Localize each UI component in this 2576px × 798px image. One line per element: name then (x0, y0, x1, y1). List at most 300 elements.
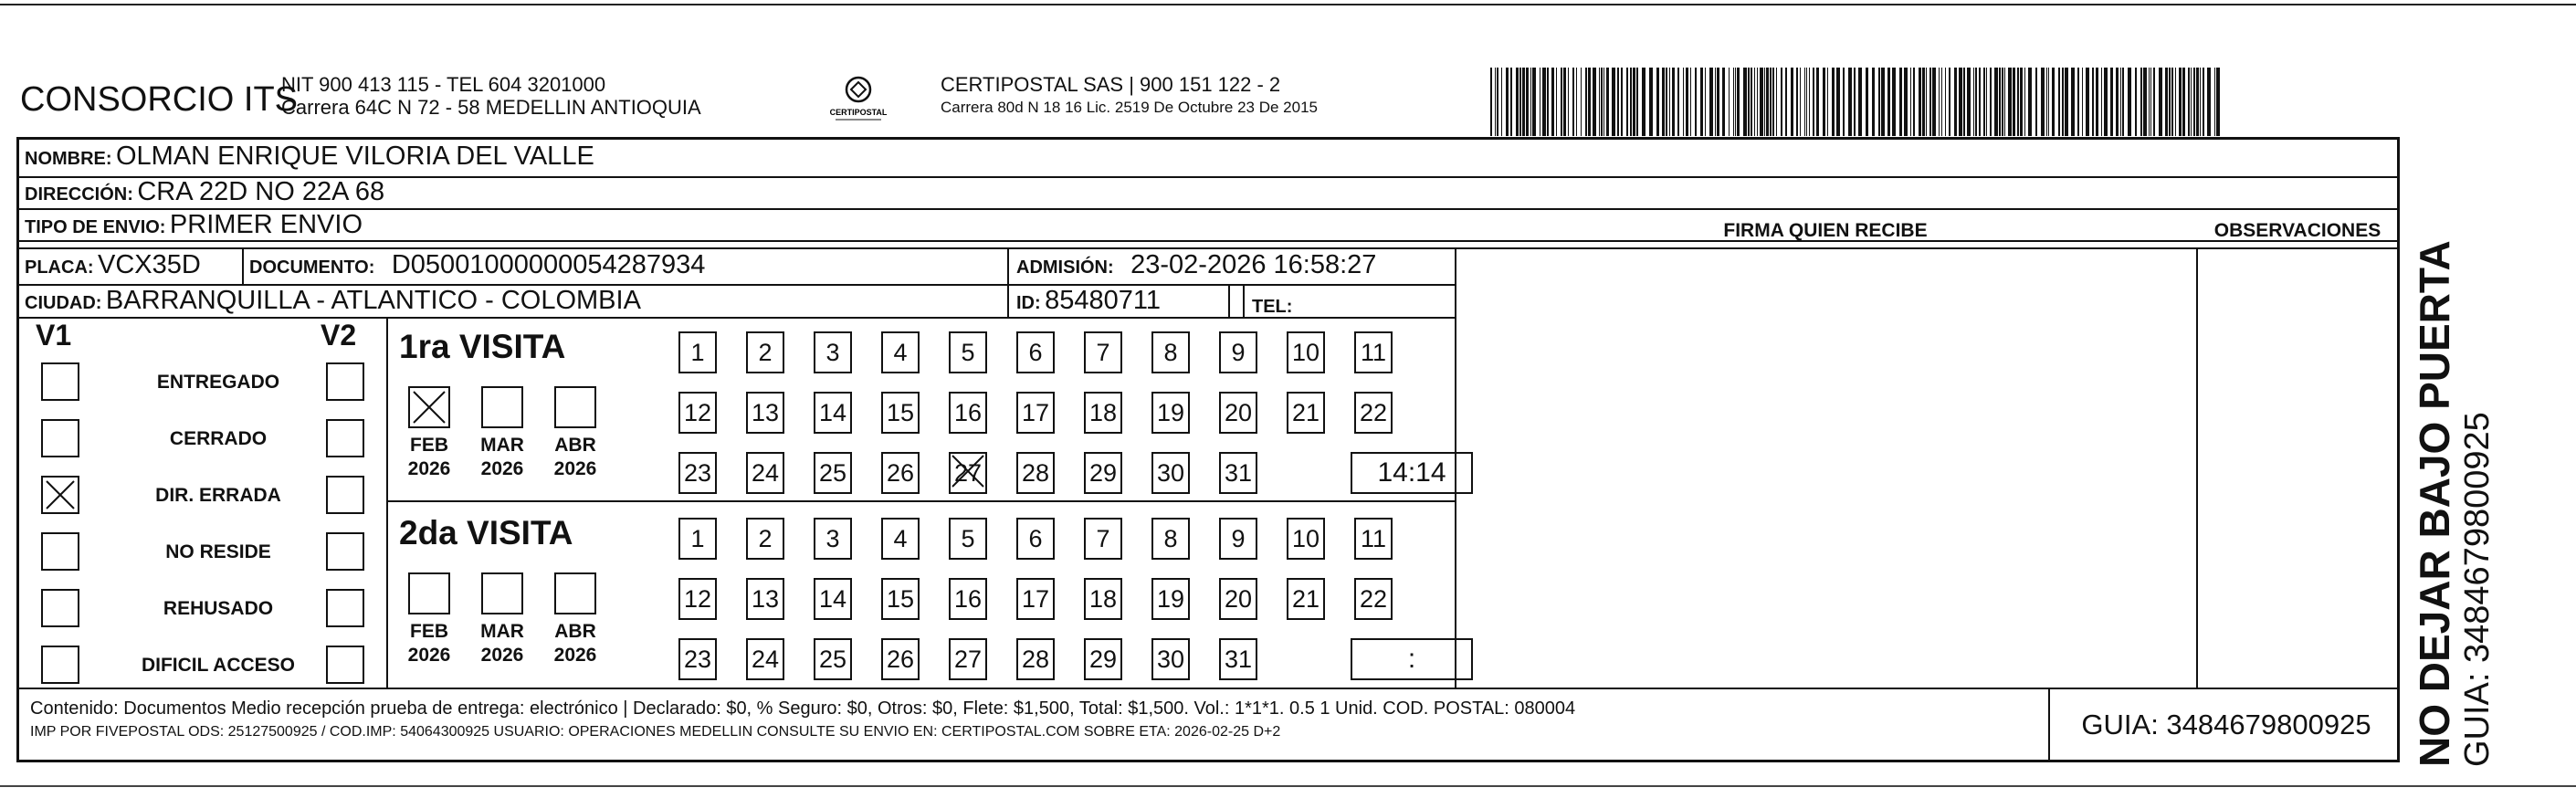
barcode-bar (1630, 68, 1632, 136)
day-box[interactable]: 6 (1016, 331, 1055, 373)
day-box[interactable]: 19 (1151, 392, 1190, 434)
barcode-bar (2058, 68, 2060, 136)
barcode-bar (2004, 68, 2005, 136)
placa-value: VCX35D (98, 250, 201, 279)
barcode-bar (1490, 68, 1492, 136)
day-box[interactable]: 12 (678, 578, 717, 620)
day-box[interactable]: 24 (746, 452, 784, 494)
barcode-bar (1945, 68, 1946, 136)
tipo-envio-value: PRIMER ENVIO (169, 210, 363, 239)
month-label (402, 434, 457, 481)
barcode-bar (1813, 68, 1814, 136)
day-box[interactable]: 22 (1354, 578, 1393, 620)
visita-divider (386, 500, 1455, 502)
barcode-bar (1709, 68, 1713, 136)
day-box[interactable]: 18 (1084, 392, 1122, 434)
barcode-bar (1526, 68, 1529, 136)
day-box[interactable]: 17 (1016, 392, 1055, 434)
status-v1-checkbox[interactable] (41, 476, 79, 514)
month-name: FEB (410, 435, 448, 456)
admision-field (1016, 250, 1376, 280)
barcode-bar (1729, 68, 1730, 136)
day-box[interactable]: 7 (1084, 518, 1122, 560)
day-box[interactable]: 29 (1084, 452, 1122, 494)
barcode-bar (1563, 68, 1566, 136)
barcode-bar (2182, 68, 2185, 136)
placa-field (25, 250, 201, 280)
day-box[interactable]: 9 (1219, 331, 1257, 373)
tipo-envio-label: TIPO DE ENVIO: (25, 217, 166, 237)
admision-label: ADMISIÓN: (1016, 257, 1114, 278)
day-box[interactable]: 23 (678, 452, 717, 494)
status-label: ENTREGADO (156, 372, 280, 393)
documento-value: D05001000000054287934 (391, 250, 706, 279)
v2-header: V2 (321, 319, 357, 352)
barcode-bar (1572, 68, 1574, 136)
row-divider (19, 247, 1455, 249)
barcode-bar (1878, 68, 1880, 136)
day-box[interactable]: 9 (1219, 518, 1257, 560)
status-v2-checkbox[interactable] (326, 589, 364, 627)
day-box[interactable]: 16 (949, 578, 987, 620)
impresion-line: IMP POR FIVEPOSTAL ODS: 25127500925 / COD.IMP: 54064300925 USUARIO: OPERACIONES MEDELLIN CONSULTE SU ENVIO EN: CERTIPOSTAL.COM SOBRE ETA: 2026-02-25 D+2 (30, 724, 1281, 740)
barcode-bar (1919, 68, 1921, 136)
barcode-bar (1832, 68, 1835, 136)
id-field (1016, 286, 1161, 316)
status-label: CERRADO (169, 428, 268, 449)
barcode-bar (2086, 68, 2089, 136)
barcode-bar (1785, 68, 1787, 136)
barcode-bar (2002, 68, 2003, 136)
id-value: 85480711 (1045, 286, 1161, 315)
day-box[interactable]: 19 (1151, 578, 1190, 620)
bottom-border-line (0, 785, 2576, 787)
month-name: FEB (410, 621, 448, 642)
day-box[interactable]: 26 (881, 452, 920, 494)
observaciones-area[interactable] (2198, 249, 2397, 686)
col-divider (1243, 284, 1245, 317)
status-v2-checkbox[interactable] (326, 646, 364, 684)
day-box[interactable]: 5 (949, 331, 987, 373)
day-box[interactable]: 15 (881, 578, 920, 620)
day-box[interactable]: 8 (1151, 518, 1190, 560)
barcode-bar (1686, 68, 1688, 136)
barcode-bar (2216, 68, 2220, 136)
barcode-bar (1776, 68, 1777, 136)
nombre-value: OLMAN ENRIQUE VILORIA DEL VALLE (116, 142, 594, 171)
barcode-bar (2110, 68, 2113, 136)
barcode-bar (1669, 68, 1670, 136)
day-box[interactable]: 1 (678, 331, 717, 373)
barcode-bar (1636, 68, 1638, 136)
status-v1-checkbox[interactable] (41, 646, 79, 684)
v1-header: V1 (36, 319, 72, 352)
month-label (475, 434, 530, 481)
barcode-bar (2165, 68, 2168, 136)
barcode-bar (2101, 68, 2102, 136)
barcode-bar (2028, 68, 2032, 136)
barcode-bar (1881, 68, 1885, 136)
status-v1-checkbox[interactable] (41, 362, 79, 401)
barcode-bar (1760, 68, 1763, 136)
barcode-bar (2203, 68, 2204, 136)
barcode-bar (1588, 68, 1591, 136)
barcode-bar (1666, 68, 1667, 136)
barcode-bar (1715, 68, 1716, 136)
certipostal-info (941, 73, 1318, 119)
month-checkbox[interactable] (408, 572, 450, 614)
side-vertical-text (2411, 240, 2497, 767)
day-box[interactable]: 18 (1084, 578, 1122, 620)
barcode-bar (2191, 68, 2192, 136)
day-box[interactable]: 11 (1354, 331, 1393, 373)
day-box[interactable]: 10 (1287, 518, 1325, 560)
documento-label: DOCUMENTO: (249, 257, 375, 278)
barcode-bar (1735, 68, 1736, 136)
barcode-bar (1606, 68, 1609, 136)
barcode-bar (1581, 68, 1582, 136)
month-year: 2026 (553, 458, 597, 479)
barcode-bar (1827, 68, 1828, 136)
status-v1-checkbox[interactable] (41, 532, 79, 571)
barcode-bar (1601, 68, 1603, 136)
barcode-bar (1495, 68, 1496, 136)
barcode-bar (1967, 68, 1971, 136)
barcode-bar (1990, 68, 1992, 136)
visita1-title: 1ra VISITA (399, 328, 566, 365)
barcode-bar (1642, 68, 1645, 136)
barcode-bar (1743, 68, 1747, 136)
barcode-bar (2092, 68, 2094, 136)
row-divider (19, 208, 2397, 210)
firma-area[interactable] (1456, 249, 2194, 686)
barcode-bar (1585, 68, 1587, 136)
barcode-bar (2096, 68, 2098, 136)
month-label (548, 434, 603, 481)
barcode-bar (2062, 68, 2064, 136)
day-box[interactable]: 30 (1151, 452, 1190, 494)
barcode-bar (1683, 68, 1684, 136)
barcode-bar (1717, 68, 1719, 136)
barcode-bar (1858, 68, 1862, 136)
barcode-bar (1979, 68, 1981, 136)
barcode-bar (2071, 68, 2075, 136)
barcode-bar (1556, 68, 1557, 136)
day-mark (949, 452, 987, 495)
barcode-bar (1816, 68, 1819, 136)
barcode-bar (1754, 68, 1755, 136)
barcode-bar (2065, 68, 2068, 136)
status-label: REHUSADO (163, 598, 274, 619)
month-year: 2026 (407, 458, 451, 479)
day-box[interactable]: 30 (1151, 638, 1190, 680)
barcode-bar (1843, 68, 1845, 136)
barcode-bar (2140, 68, 2142, 136)
barcode-bar (1796, 68, 1798, 136)
month-checkbox[interactable] (408, 386, 450, 428)
day-box[interactable]: 16 (949, 392, 987, 434)
company-name: CONSORCIO ITS (20, 80, 299, 119)
day-box[interactable]: 20 (1219, 392, 1257, 434)
tipo-envio-field (25, 210, 363, 240)
ciudad-value: BARRANQUILLA - ATLANTICO - COLOMBIA (105, 286, 641, 315)
month-name: MAR (480, 435, 524, 456)
tel-field (1252, 289, 1292, 320)
barcode-bar (1705, 68, 1706, 136)
month-checkbox[interactable] (481, 572, 523, 614)
firma-header: FIRMA QUIEN RECIBE (1723, 220, 1928, 241)
day-box[interactable]: 27 (949, 638, 987, 680)
col-divider (1228, 284, 1230, 317)
company-nit: NIT 900 413 115 - TEL 604 3201000 (281, 73, 606, 96)
barcode-bar (1904, 68, 1908, 136)
ciudad-label: CIUDAD: (25, 293, 102, 313)
barcode-bar (2046, 68, 2047, 136)
day-box[interactable]: 25 (814, 452, 852, 494)
day-box[interactable]: 28 (1016, 452, 1055, 494)
day-box[interactable]: 14 (814, 392, 852, 434)
day-box[interactable]: 14 (814, 578, 852, 620)
barcode-bar (1532, 68, 1536, 136)
barcode (1490, 68, 2223, 136)
barcode-bar (1932, 68, 1936, 136)
barcode-bar (1633, 68, 1635, 136)
barcode-bar (1599, 68, 1600, 136)
barcode-bar (1522, 68, 1525, 136)
contenido-line: Contenido: Documentos Medio recepción prueba de entrega: electrónico | Declarado: $0, % Seguro: $0, Otros: $0, Flete: $1,500, Total: $1,500. Vol.: 1*1*1. 0.5 1 Unid. COD. POSTAL: 080004 (30, 698, 1576, 719)
status-label: NO RESIDE (165, 541, 271, 562)
time-box[interactable]: 14:14 (1351, 452, 1473, 494)
barcode-bar (1568, 68, 1569, 136)
day-box[interactable]: 12 (678, 392, 717, 434)
barcode-bar (1848, 68, 1852, 136)
status-v1-checkbox[interactable] (41, 589, 79, 627)
day-box[interactable]: 6 (1016, 518, 1055, 560)
barcode-bar (1872, 68, 1875, 136)
barcode-bar (1530, 68, 1531, 136)
barcode-bar (1892, 68, 1896, 136)
nombre-label: NOMBRE: (25, 149, 112, 169)
barcode-bar (1506, 68, 1509, 136)
barcode-bar (1733, 68, 1734, 136)
barcode-bar (1804, 68, 1805, 136)
day-box[interactable]: 15 (881, 392, 920, 434)
barcode-bar (1963, 68, 1965, 136)
certipostal-nit: CERTIPOSTAL SAS | 900 151 122 - 2 (941, 73, 1281, 96)
day-box[interactable]: 8 (1151, 331, 1190, 373)
day-box[interactable]: 21 (1287, 578, 1325, 620)
barcode-bar (1593, 68, 1596, 136)
status-label: DIFICIL ACCESO (141, 655, 295, 676)
company-info (281, 73, 701, 119)
month-checkbox[interactable] (481, 386, 523, 428)
barcode-bar (1954, 68, 1957, 136)
status-label: DIR. ERRADA (155, 485, 281, 506)
status-v2-checkbox[interactable] (326, 362, 364, 401)
barcode-bar (1501, 68, 1502, 136)
barcode-bar (1941, 68, 1942, 136)
barcode-bar (1497, 68, 1498, 136)
day-box[interactable]: 3 (814, 518, 852, 560)
barcode-bar (2159, 68, 2162, 136)
barcode-bar (2149, 68, 2150, 136)
direccion-field (25, 177, 384, 207)
barcode-bar (2116, 68, 2119, 136)
barcode-bar (2077, 68, 2079, 136)
barcode-bar (1922, 68, 1925, 136)
barcode-bar (1866, 68, 1868, 136)
status-v2-checkbox[interactable] (326, 419, 364, 457)
logo-text: CERTIPOSTAL (829, 108, 888, 117)
month-checkbox[interactable] (554, 386, 596, 428)
barcode-bar (1672, 68, 1675, 136)
barcode-bar (1695, 68, 1697, 136)
barcode-bar (1939, 68, 1940, 136)
barcode-bar (1800, 68, 1801, 136)
barcode-bar (1999, 68, 2001, 136)
barcode-bar (1899, 68, 1902, 136)
barcode-bar (2122, 68, 2124, 136)
barcode-bar (2153, 68, 2155, 136)
barcode-bar (1700, 68, 1703, 136)
barcode-bar (1677, 68, 1679, 136)
day-box[interactable]: 31 (1219, 638, 1257, 680)
barcode-bar (1854, 68, 1856, 136)
barcode-bar (1949, 68, 1950, 136)
barcode-bar (1617, 68, 1619, 136)
barcode-bar (1612, 68, 1615, 136)
day-box[interactable]: 3 (814, 331, 852, 373)
day-box[interactable]: 27 (949, 452, 987, 494)
barcode-bar (1781, 68, 1782, 136)
month-year: 2026 (407, 645, 451, 666)
barcode-bar (1626, 68, 1628, 136)
placa-label: PLACA: (25, 257, 94, 278)
barcode-bar (2169, 68, 2171, 136)
day-box[interactable]: 2 (746, 518, 784, 560)
barcode-bar (2196, 68, 2199, 136)
day-box[interactable]: 28 (1016, 638, 1055, 680)
certipostal-logo (813, 71, 904, 126)
delivery-form (16, 137, 2400, 762)
barcode-bar (2179, 68, 2182, 136)
status-v2-checkbox[interactable] (326, 476, 364, 514)
barcode-bar (1986, 68, 1987, 136)
col-divider (386, 317, 388, 688)
barcode-bar (1690, 68, 1691, 136)
day-box[interactable]: 31 (1219, 452, 1257, 494)
day-box[interactable]: 25 (814, 638, 852, 680)
tel-label: TEL: (1252, 297, 1293, 317)
month-year: 2026 (553, 645, 597, 666)
barcode-bar (2128, 68, 2131, 136)
barcode-bar (1561, 68, 1562, 136)
barcode-bar (1621, 68, 1623, 136)
barcode-bar (1766, 68, 1769, 136)
barcode-bar (1791, 68, 1793, 136)
day-box[interactable]: 13 (746, 578, 784, 620)
top-border-line (0, 4, 2576, 5)
day-box[interactable]: 22 (1354, 392, 1393, 434)
barcode-bar (2052, 68, 2055, 136)
certipostal-license: Carrera 80d N 18 16 Lic. 2519 De Octubre 23 De 2015 (941, 99, 1318, 116)
day-box[interactable]: 7 (1084, 331, 1122, 373)
day-box[interactable]: 21 (1287, 392, 1325, 434)
barcode-bar (2200, 68, 2201, 136)
day-box[interactable]: 5 (949, 518, 987, 560)
direccion-label: DIRECCIÓN: (25, 184, 133, 205)
guia-number: GUIA: 3484679800925 (2048, 688, 2403, 762)
barcode-bar (2035, 68, 2037, 136)
day-box[interactable]: 4 (881, 331, 920, 373)
day-box[interactable]: 11 (1354, 518, 1393, 560)
id-label: ID: (1016, 293, 1041, 313)
month-name: MAR (480, 621, 524, 642)
day-box[interactable]: 1 (678, 518, 717, 560)
barcode-bar (1649, 68, 1653, 136)
barcode-bar (1994, 68, 1998, 136)
col-divider (242, 247, 244, 284)
barcode-bar (1983, 68, 1985, 136)
day-box[interactable]: 4 (881, 518, 920, 560)
day-box[interactable]: 10 (1287, 331, 1325, 373)
status-v2-checkbox[interactable] (326, 532, 364, 571)
no-dejar-bajo-puerta: NO DEJAR BAJO PUERTA (2411, 240, 2458, 767)
barcode-bar (1547, 68, 1549, 136)
barcode-bar (2048, 68, 2049, 136)
time-box[interactable]: : (1351, 638, 1473, 680)
month-year: 2026 (480, 645, 524, 666)
barcode-bar (2188, 68, 2190, 136)
barcode-bar (1757, 68, 1758, 136)
month-label (402, 620, 457, 667)
day-box[interactable]: 26 (881, 638, 920, 680)
barcode-bar (1516, 68, 1519, 136)
observaciones-header: OBSERVACIONES (2213, 220, 2381, 241)
barcode-bar (1770, 68, 1772, 136)
barcode-bar (2082, 68, 2083, 136)
barcode-bar (2143, 68, 2147, 136)
row-divider (19, 317, 1455, 319)
barcode-bar (1910, 68, 1911, 136)
day-box[interactable]: 13 (746, 392, 784, 434)
day-box[interactable]: 2 (746, 331, 784, 373)
barcode-bar (1656, 68, 1659, 136)
barcode-bar (2135, 68, 2137, 136)
status-v1-checkbox[interactable] (41, 419, 79, 457)
visita2-title: 2da VISITA (399, 514, 573, 551)
day-box[interactable]: 23 (678, 638, 717, 680)
barcode-bar (2017, 68, 2019, 136)
barcode-bar (1887, 68, 1890, 136)
day-box[interactable]: 29 (1084, 638, 1122, 680)
month-name: ABR (554, 435, 596, 456)
barcode-bar (1975, 68, 1977, 136)
barcode-bar (2104, 68, 2108, 136)
barcode-bar (1772, 68, 1774, 136)
month-checkbox[interactable] (554, 572, 596, 614)
barcode-bar (1576, 68, 1577, 136)
barcode-bar (2214, 68, 2215, 136)
col-divider (1007, 247, 1009, 317)
barcode-bar (1542, 68, 1546, 136)
day-box[interactable]: 20 (1219, 578, 1257, 620)
barcode-bar (1959, 68, 1962, 136)
day-box[interactable]: 17 (1016, 578, 1055, 620)
barcode-bar (1737, 68, 1740, 136)
day-box[interactable]: 24 (746, 638, 784, 680)
company-address: Carrera 64C N 72 - 58 MEDELLIN ANTIOQUIA (281, 96, 701, 119)
